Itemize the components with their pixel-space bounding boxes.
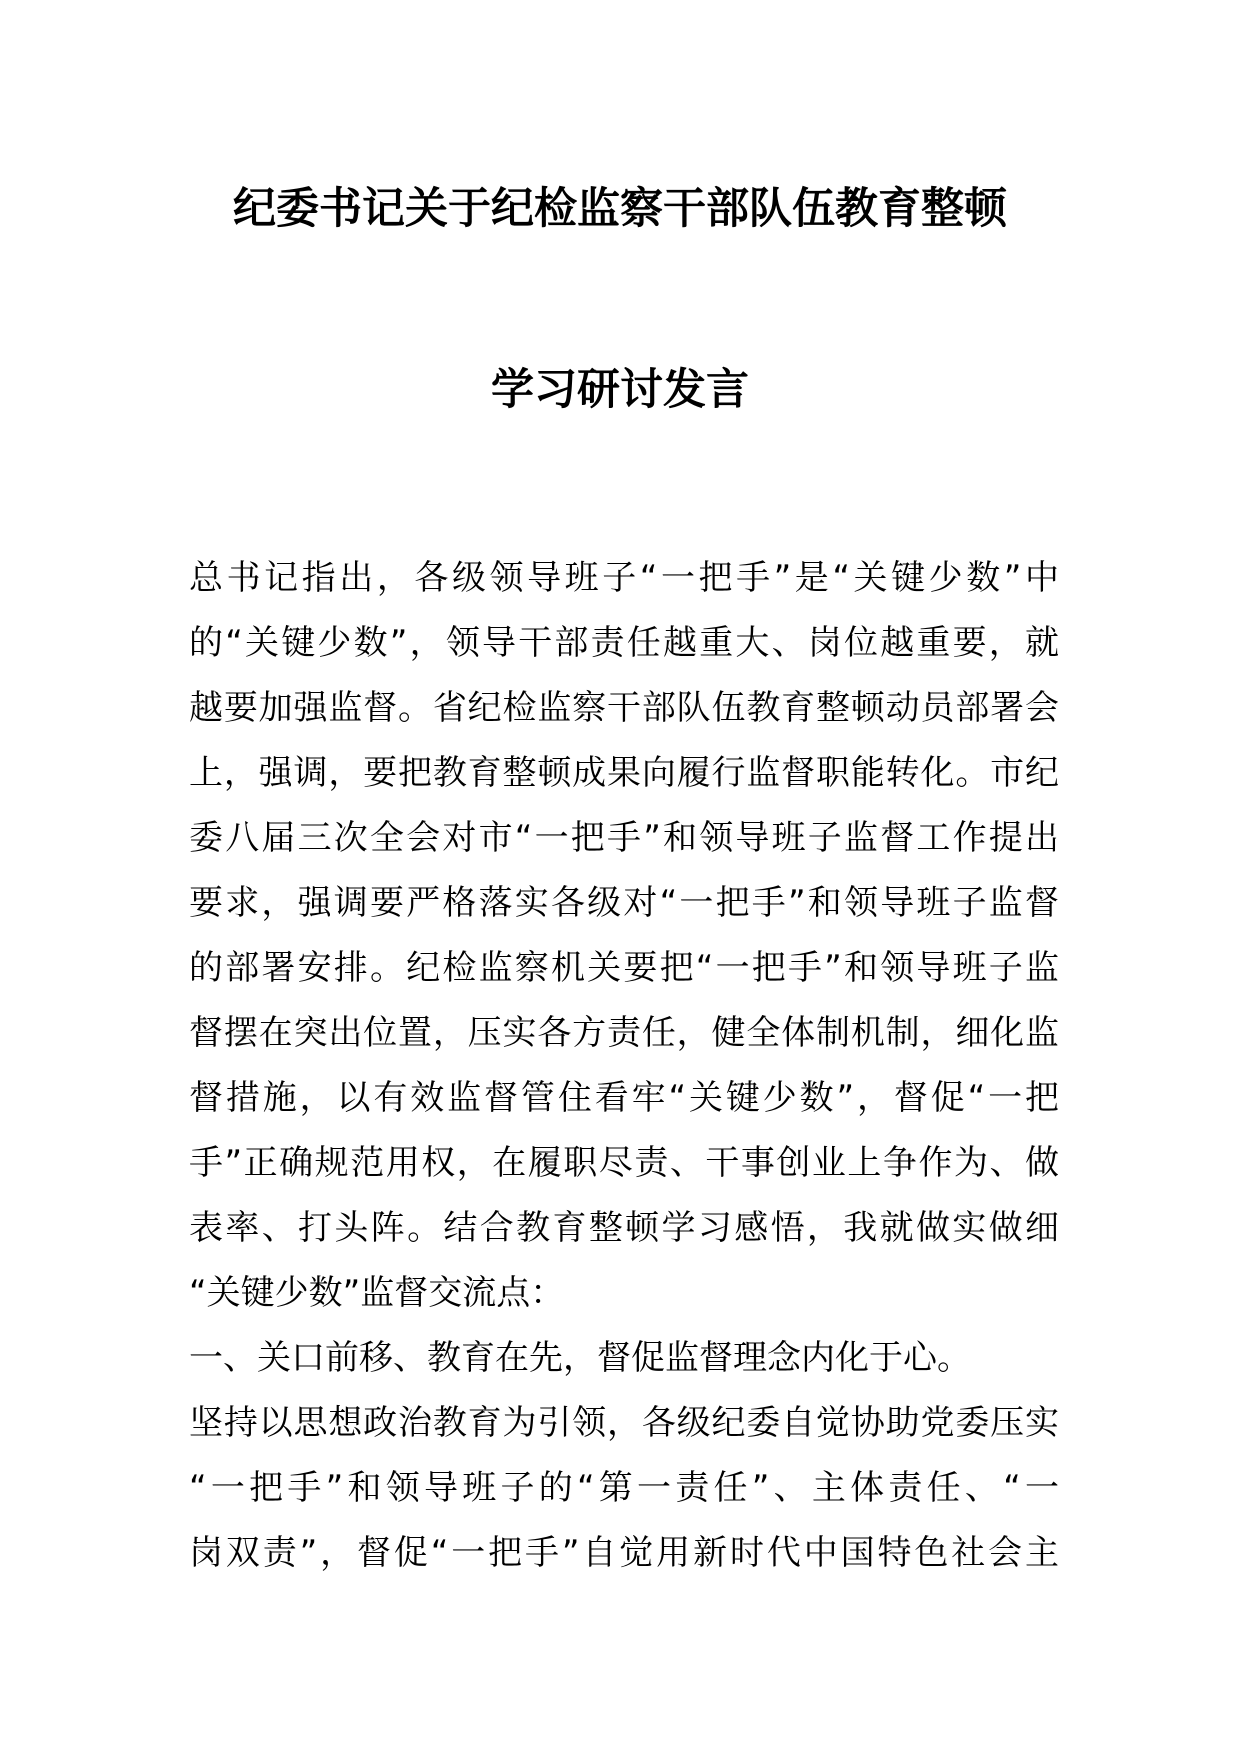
section-heading: 一、关口前移、教育在先，督促监督理念内化于心。 — [189, 1338, 971, 1378]
body-line: 岗双责”，督促“一把手”自觉用新时代中国特色社会主 — [189, 1533, 1059, 1573]
body-line: 要求，强调要严格落实各级对“一把手”和领导班子监督 — [189, 883, 1059, 923]
body-line: 委八届三次全会对市“一把手”和领导班子监督工作提出 — [189, 818, 1059, 858]
body-line: 督措施，以有效监督管住看牢“关键少数”，督促“一把 — [189, 1078, 1059, 1118]
body-line: 越要加强监督。省纪检监察干部队伍教育整顿动员部署会 — [189, 688, 1059, 728]
document-body — [189, 546, 1059, 1586]
body-line: “一把手”和领导班子的“第一责任”、主体责任、“一 — [189, 1468, 1059, 1508]
body-line: “关键少数”监督交流点： — [189, 1273, 565, 1313]
body-line: 督摆在突出位置，压实各方责任，健全体制机制，细化监 — [189, 1013, 1059, 1053]
document-title-line-2: 学习研讨发言 — [491, 365, 749, 415]
body-line: 的部署安排。纪检监察机关要把“一把手”和领导班子监 — [189, 948, 1059, 988]
body-line: 坚持以思想政治教育为引领，各级纪委自觉协助党委压实 — [189, 1403, 1059, 1443]
document-title-line-1: 纪委书记关于纪检监察干部队伍教育整顿 — [233, 184, 1007, 234]
body-line: 手”正确规范用权，在履职尽责、干事创业上争作为、做 — [189, 1143, 1059, 1183]
body-line: 表率、打头阵。结合教育整顿学习感悟，我就做实做细 — [189, 1208, 1059, 1248]
body-line: 的“关键少数”，领导干部责任越重大、岗位越重要，就 — [189, 623, 1059, 663]
body-line: 总书记指出，各级领导班子“一把手”是“关键少数”中 — [189, 558, 1059, 598]
body-line: 上，强调，要把教育整顿成果向履行监督职能转化。市纪 — [189, 753, 1059, 793]
